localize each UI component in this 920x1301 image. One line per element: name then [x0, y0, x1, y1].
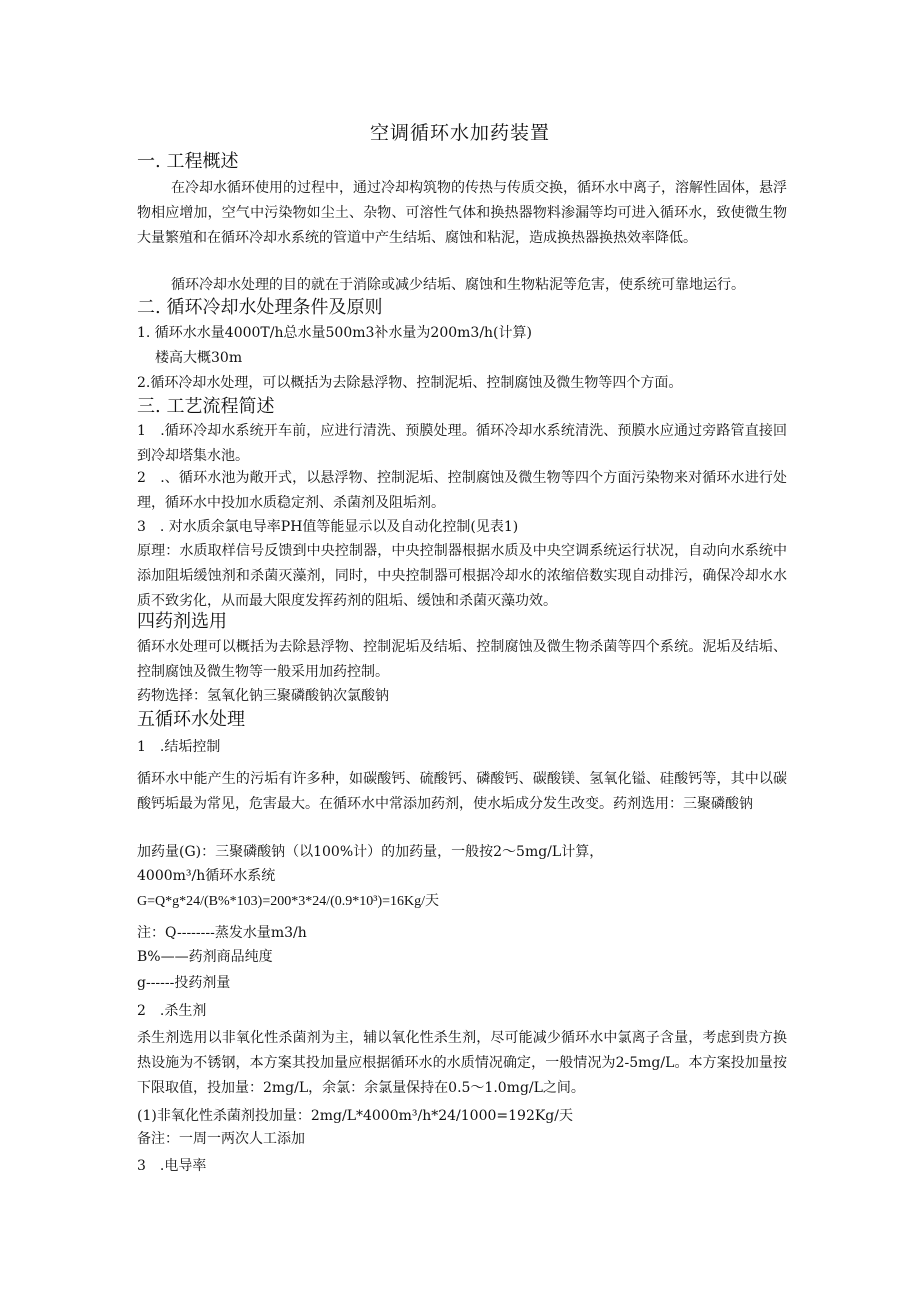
section-heading-3: 三. 工艺流程简述	[137, 396, 275, 417]
section5-system: 4000m³/h循环水系统	[137, 868, 276, 884]
section3-item-1: 1 .循环冷却水系统开车前，应进行清洗、预膜处理。循环冷却水系统清洗、预膜水应通过旁路管直接回到冷却塔集水池。	[137, 423, 787, 464]
section-heading-5: 五循环水处理	[137, 709, 245, 730]
section5-remark: 备注：一周一两次人工添加	[137, 1131, 305, 1147]
section2-line-2: 2.循环冷却水处理，可以概括为去除悬浮物、控制泥垢、控制腐蚀及微生物等四个方面。	[137, 375, 683, 391]
section3-item-3: 3 . 对水质余氯电导率PH值等能显示以及自动化控制(见表1)	[137, 519, 519, 535]
section2-line-1b: 楼高大概30m	[155, 350, 243, 366]
section5-note-2: B%——药剂商品纯度	[137, 949, 273, 965]
section5-paragraph-2: 杀生剂选用以非氧化性杀菌剂为主，辅以氧化性杀生剂，尽可能减少循环水中氯离子含量，考虑到贵方换热设施为不锈钢，本方案其投加量应根据循环水的水质情况确定，一般情况为2-5mg/L。本方案投加量按下限取值，投加量：2mg/L，余氯：余氯量保持在0.5～1.0mg/L之间。	[137, 1030, 787, 1096]
section5-note-1: 注：Q--------蒸发水量m3/h	[137, 925, 307, 941]
section1-paragraph-2: 循环冷却水处理的目的就在于消除或减少结垢、腐蚀和生物粘泥等危害，使系统可靠地运行。	[171, 277, 745, 293]
section3-principle: 原理：水质取样信号反馈到中央控制器，中央控制器根据水质及中央空调系统运行状况，自动向水系统中添加阻垢缓蚀剂和杀菌灭藻剂，同时，中央控制器可根据冷却水的浓缩倍数实现自动排污，确保冷却水水质不致劣化，从而最大限度发挥药剂的阻垢、缓蚀和杀菌灭藻功效。	[137, 543, 787, 609]
section5-sub-2: 2 .杀生剂	[137, 1003, 207, 1019]
section-heading-2: 二. 循环冷却水处理条件及原则	[137, 297, 383, 318]
document-title: 空调循环水加药装置	[369, 122, 550, 144]
section-heading-1: 一. 工程概述	[137, 151, 239, 172]
section5-sub-3: 3 .电导率	[137, 1158, 207, 1174]
section4-paragraph: 循环水处理可以概括为去除悬浮物、控制泥垢及结垢、控制腐蚀及微生物杀菌等四个系统。泥垢及结垢、控制腐蚀及微生物等一般采用加药控制。	[137, 639, 787, 680]
section3-item-2: 2 .、循环水池为敞开式，以悬浮物、控制泥垢、控制腐蚀及微生物等四个方面污染物来对循环水进行处理，循环水中投加水质稳定剂、杀菌剂及阻垢剂。	[137, 470, 787, 511]
section4-drug-selection: 药物选择：氢氧化钠三聚磷酸钠次氯酸钠	[137, 688, 389, 704]
section5-formula: G=Q*g*24/(B%*103)=200*3*24/(0.9*10³)=16Kg/天	[137, 894, 440, 909]
section5-dose: 加药量(G)：三聚磷酸钠（以100%计）的加药量，一般按2～5mg/L计算，	[137, 844, 604, 860]
section5-calc: (1)非氧化性杀菌剂投加量：2mg/L*4000m³/h*24/1000=192Kg/天	[137, 1108, 573, 1124]
section2-line-1: 1. 循环水水量4000T/h总水量500m3补水量为200m3/h(计算)	[137, 325, 532, 341]
section5-sub-1: 1 .结垢控制	[137, 739, 221, 755]
section5-note-3: g------投药剂量	[137, 975, 231, 991]
section5-paragraph-1: 循环水中能产生的污垢有许多种，如碳酸钙、硫酸钙、磷酸钙、碳酸镁、氢氧化镒、硅酸钙等，其中以碳酸钙垢最为常见，危害最大。在循环水中常添加药剂，使水垢成分发生改变。药剂选用：三聚磷酸钠	[137, 771, 787, 812]
section1-paragraph-1: 在冷却水循环使用的过程中，通过冷却构筑物的传热与传质交换，循环水中离子，溶解性固体，悬浮物相应增加，空气中污染物如尘土、杂物、可溶性气体和换热器物料渗漏等均可进入循环水，致使微生物大量繁殖和在循环冷却水系统的管道中产生结垢、腐蚀和粘泥，造成换热器换热效率降低。	[137, 180, 787, 246]
section-heading-4: 四药剂选用	[137, 611, 227, 632]
